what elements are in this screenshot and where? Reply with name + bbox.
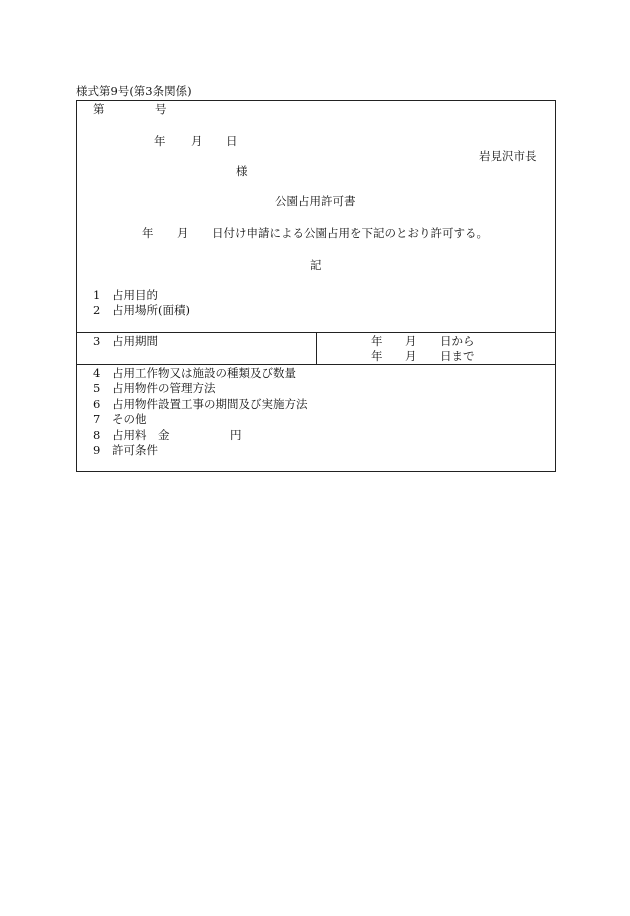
ki-heading: 記 [310,258,322,272]
date-day: 日 [226,134,238,148]
date-year: 年 [154,134,166,148]
period-to-day: 日まで [440,349,475,363]
number-prefix: 第 [93,102,105,116]
document-title: 公園占用許可書 [275,194,356,208]
statement-year: 年 [142,226,154,240]
form-label: 様式第9号(第3条関係) [76,84,192,98]
item-label: 占用物件の管理方法 [112,381,216,395]
item-number: 3 [93,334,101,348]
item-label: 占用目的 [112,288,158,302]
period-from-month: 月 [405,334,417,348]
item-structures [93,366,296,380]
item-number: 7 [93,412,101,426]
issuer: 岩見沢市長 [479,149,537,163]
period-column-divider [316,332,317,364]
item-purpose [93,288,158,302]
item-number: 1 [93,288,101,302]
statement-month: 月 [177,226,189,240]
period-from-day: 日から [440,334,475,348]
item-number: 6 [93,397,101,411]
item-label: 占用期間 [112,334,158,348]
item-label: 占用場所(面積) [112,303,190,317]
item-label: 許可条件 [112,443,158,457]
item-label: 占用料 金 [112,428,170,442]
item-period [93,334,158,348]
item-number: 2 [93,303,101,317]
item-label: 占用工作物又は施設の種類及び数量 [112,366,296,380]
item-fee [93,428,170,442]
item-other [93,412,147,426]
number-suffix: 号 [155,102,167,116]
period-from-year: 年 [371,334,383,348]
item-number: 8 [93,428,101,442]
fee-yen-suffix: 円 [230,428,242,442]
addressee-suffix: 様 [236,164,248,178]
statement-text: 日付け申請による公園占用を下記のとおり許可する。 [212,226,488,240]
item-management [93,381,216,395]
period-to-month: 月 [405,349,417,363]
item-number: 5 [93,381,101,395]
item-number: 4 [93,366,101,380]
item-location [93,303,190,317]
item-number: 9 [93,443,101,457]
item-conditions [93,443,158,457]
item-label: その他 [112,412,147,426]
item-construction [93,397,308,411]
date-month: 月 [191,134,203,148]
period-to-year: 年 [371,349,383,363]
item-label: 占用物件設置工事の期間及び実施方法 [112,397,308,411]
period-bottom-divider [76,364,556,365]
